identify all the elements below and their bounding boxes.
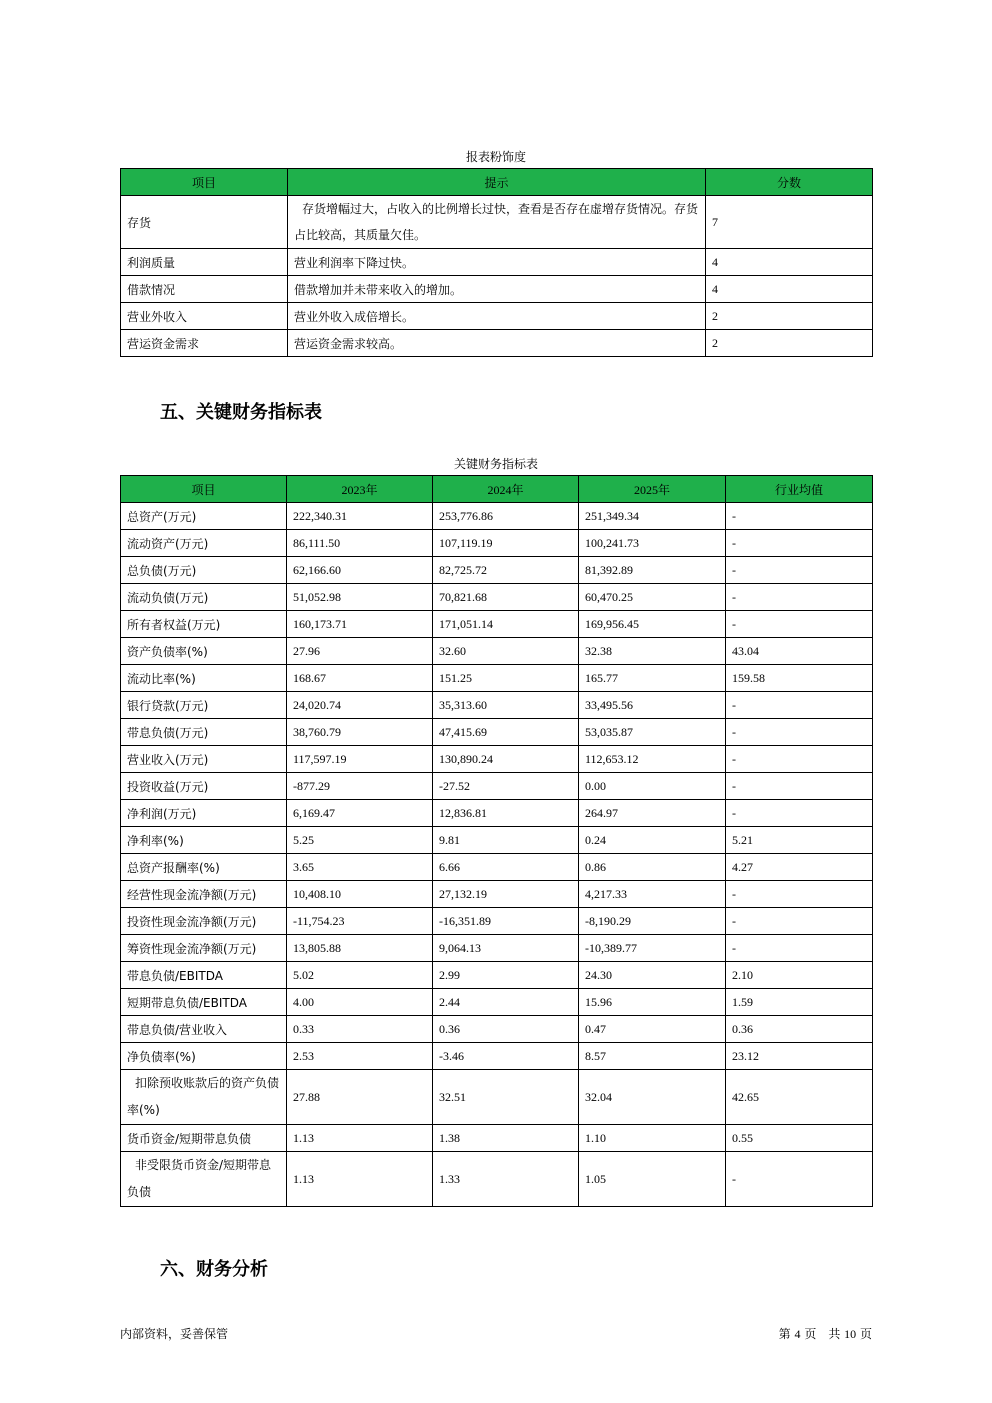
table-row	[121, 854, 873, 881]
row-value: 130,890.24	[433, 746, 579, 773]
row-item: 净负债率(%)	[121, 1043, 287, 1070]
row-value: 47,415.69	[433, 719, 579, 746]
row-value: 117,597.19	[287, 746, 433, 773]
table-row	[121, 692, 873, 719]
row-item: 投资性现金流净额(万元)	[121, 908, 287, 935]
row-hint: 营业外收入成倍增长。	[288, 303, 706, 330]
row-value: 43.04	[726, 638, 873, 665]
row-value: -8,190.29	[579, 908, 726, 935]
row-value: -877.29	[287, 773, 433, 800]
row-item: 投资收益(万元)	[121, 773, 287, 800]
row-value: 24.30	[579, 962, 726, 989]
header-2024: 2024年	[433, 476, 579, 503]
header-industry-avg: 行业均值	[726, 476, 873, 503]
row-value: 24,020.74	[287, 692, 433, 719]
key-financial-indicators-table	[120, 475, 873, 1207]
row-value: 0.00	[579, 773, 726, 800]
row-value: 32.60	[433, 638, 579, 665]
row-item: 总负债(万元)	[121, 557, 287, 584]
row-value: 15.96	[579, 989, 726, 1016]
row-value: -	[726, 800, 873, 827]
report-embellishment-table	[120, 168, 873, 357]
row-value: 42.65	[726, 1070, 873, 1125]
row-value: 253,776.86	[433, 503, 579, 530]
row-value: 2.10	[726, 962, 873, 989]
row-hint: 存货增幅过大，占收入的比例增长过快，查看是否存在虚增存货情况。存货占比较高，其质量欠佳。	[288, 196, 706, 249]
table-row	[121, 800, 873, 827]
row-item: 银行贷款(万元)	[121, 692, 287, 719]
table-row	[121, 196, 873, 249]
row-value: 13,805.88	[287, 935, 433, 962]
row-value: 168.67	[287, 665, 433, 692]
table-row	[121, 303, 873, 330]
row-hint: 借款增加并未带来收入的增加。	[288, 276, 706, 303]
row-item: 筹资性现金流净额(万元)	[121, 935, 287, 962]
section-5-title: 五、关键财务指标表	[160, 402, 322, 423]
row-value: -3.46	[433, 1043, 579, 1070]
row-value: -	[726, 692, 873, 719]
row-value: 100,241.73	[579, 530, 726, 557]
row-value: 4.27	[726, 854, 873, 881]
row-item: 净利润(万元)	[121, 800, 287, 827]
table-row	[121, 908, 873, 935]
table2-caption: 关键财务指标表	[453, 457, 538, 471]
header-item: 项目	[121, 476, 287, 503]
table-row	[121, 249, 873, 276]
table-row	[121, 1125, 873, 1152]
row-value: -	[726, 773, 873, 800]
row-value: 32.51	[433, 1070, 579, 1125]
row-value: 70,821.68	[433, 584, 579, 611]
row-value: 1.13	[287, 1152, 433, 1207]
row-value: 0.86	[579, 854, 726, 881]
row-value: 171,051.14	[433, 611, 579, 638]
table-row	[121, 530, 873, 557]
table-row	[121, 962, 873, 989]
row-value: 0.36	[726, 1016, 873, 1043]
row-value: 12,836.81	[433, 800, 579, 827]
row-hint: 营运资金需求较高。	[288, 330, 706, 357]
row-value: 1.59	[726, 989, 873, 1016]
row-item: 存货	[121, 196, 288, 249]
table-row	[121, 557, 873, 584]
row-item: 带息负债(万元)	[121, 719, 287, 746]
row-value: -	[726, 719, 873, 746]
table-row	[121, 827, 873, 854]
table-row	[121, 935, 873, 962]
table-row	[121, 276, 873, 303]
row-value: -16,351.89	[433, 908, 579, 935]
row-value: 159.58	[726, 665, 873, 692]
table-row	[121, 665, 873, 692]
row-score: 2	[706, 330, 873, 357]
table-row	[121, 719, 873, 746]
section-6-title: 六、财务分析	[160, 1259, 268, 1280]
row-value: 169,956.45	[579, 611, 726, 638]
table-row	[121, 1043, 873, 1070]
row-score: 7	[706, 196, 873, 249]
row-value: 5.21	[726, 827, 873, 854]
row-value: 0.24	[579, 827, 726, 854]
header-2023: 2023年	[287, 476, 433, 503]
row-item: 流动负债(万元)	[121, 584, 287, 611]
table-header-row	[121, 476, 873, 503]
row-value: 1.38	[433, 1125, 579, 1152]
row-value: 1.13	[287, 1125, 433, 1152]
row-item: 流动资产(万元)	[121, 530, 287, 557]
row-value: 112,653.12	[579, 746, 726, 773]
row-score: 4	[706, 249, 873, 276]
row-item: 总资产报酬率(%)	[121, 854, 287, 881]
table-row	[121, 638, 873, 665]
row-item: 净利率(%)	[121, 827, 287, 854]
row-value: -	[726, 503, 873, 530]
header-hint: 提示	[288, 169, 706, 196]
row-value: -	[726, 557, 873, 584]
row-value: 81,392.89	[579, 557, 726, 584]
row-item: 非受限货币资金/短期带息负债	[121, 1152, 287, 1207]
table-row	[121, 989, 873, 1016]
row-value: -27.52	[433, 773, 579, 800]
row-score: 4	[706, 276, 873, 303]
row-value: 82,725.72	[433, 557, 579, 584]
row-value: 5.25	[287, 827, 433, 854]
row-item: 营业收入(万元)	[121, 746, 287, 773]
row-item: 营运资金需求	[121, 330, 288, 357]
table1-caption: 报表粉饰度	[465, 150, 526, 164]
table-row	[121, 773, 873, 800]
row-value: -	[726, 584, 873, 611]
row-value: -	[726, 881, 873, 908]
row-value: 32.04	[579, 1070, 726, 1125]
table-row	[121, 330, 873, 357]
header-score: 分数	[706, 169, 873, 196]
row-value: 3.65	[287, 854, 433, 881]
page-total: 10	[844, 1327, 857, 1341]
row-value: 53,035.87	[579, 719, 726, 746]
page-mid: 页 共	[804, 1327, 841, 1341]
row-value: -10,389.77	[579, 935, 726, 962]
table-row	[121, 881, 873, 908]
row-value: -	[726, 935, 873, 962]
header-2025: 2025年	[579, 476, 726, 503]
row-value: 27.88	[287, 1070, 433, 1125]
row-item: 带息负债/营业收入	[121, 1016, 287, 1043]
row-value: 2.99	[433, 962, 579, 989]
row-value: 38,760.79	[287, 719, 433, 746]
row-value: 27.96	[287, 638, 433, 665]
row-value: 4,217.33	[579, 881, 726, 908]
row-value: 60,470.25	[579, 584, 726, 611]
row-item: 总资产(万元)	[121, 503, 287, 530]
row-value: 35,313.60	[433, 692, 579, 719]
row-value: 9.81	[433, 827, 579, 854]
table-row	[121, 1152, 873, 1207]
row-hint: 营业利润率下降过快。	[288, 249, 706, 276]
row-value: -	[726, 530, 873, 557]
row-value: 32.38	[579, 638, 726, 665]
row-value: -	[726, 908, 873, 935]
row-item: 借款情况	[121, 276, 288, 303]
page-suffix: 页	[859, 1327, 872, 1341]
row-item: 流动比率(%)	[121, 665, 287, 692]
row-item: 扣除预收账款后的资产负债率(%)	[121, 1070, 287, 1125]
row-value: 1.10	[579, 1125, 726, 1152]
page-indicator	[779, 1325, 872, 1342]
row-value: 160,173.71	[287, 611, 433, 638]
row-item: 所有者权益(万元)	[121, 611, 287, 638]
row-value: 27,132.19	[433, 881, 579, 908]
table-row	[121, 746, 873, 773]
row-value: -	[726, 746, 873, 773]
header-item: 项目	[121, 169, 288, 196]
row-value: 6,169.47	[287, 800, 433, 827]
table-row	[121, 503, 873, 530]
row-value: 4.00	[287, 989, 433, 1016]
row-value: 5.02	[287, 962, 433, 989]
row-value: -	[726, 1152, 873, 1207]
row-value: 86,111.50	[287, 530, 433, 557]
row-item: 带息负债/EBITDA	[121, 962, 287, 989]
table-row	[121, 611, 873, 638]
row-score: 2	[706, 303, 873, 330]
row-value: -	[726, 611, 873, 638]
row-value: 0.55	[726, 1125, 873, 1152]
row-value: 165.77	[579, 665, 726, 692]
row-value: 51,052.98	[287, 584, 433, 611]
row-item: 资产负债率(%)	[121, 638, 287, 665]
page-number: 4	[794, 1327, 801, 1341]
row-value: 264.97	[579, 800, 726, 827]
row-item: 短期带息负债/EBITDA	[121, 989, 287, 1016]
row-item: 货币资金/短期带息负债	[121, 1125, 287, 1152]
row-value: 251,349.34	[579, 503, 726, 530]
row-value: -11,754.23	[287, 908, 433, 935]
row-value: 2.44	[433, 989, 579, 1016]
table-row	[121, 1070, 873, 1125]
table-row	[121, 1016, 873, 1043]
row-value: 107,119.19	[433, 530, 579, 557]
table-row	[121, 584, 873, 611]
row-value: 1.33	[433, 1152, 579, 1207]
row-item: 经营性现金流净额(万元)	[121, 881, 287, 908]
row-value: 62,166.60	[287, 557, 433, 584]
footer-confidential: 内部资料，妥善保管	[120, 1327, 229, 1341]
row-value: 23.12	[726, 1043, 873, 1070]
row-item: 营业外收入	[121, 303, 288, 330]
page-prefix: 第	[778, 1327, 791, 1341]
row-value: 222,340.31	[287, 503, 433, 530]
row-value: 33,495.56	[579, 692, 726, 719]
row-value: 6.66	[433, 854, 579, 881]
row-value: 151.25	[433, 665, 579, 692]
row-value: 2.53	[287, 1043, 433, 1070]
row-item: 利润质量	[121, 249, 288, 276]
row-value: 0.47	[579, 1016, 726, 1043]
row-value: 0.36	[433, 1016, 579, 1043]
row-value: 10,408.10	[287, 881, 433, 908]
row-value: 9,064.13	[433, 935, 579, 962]
row-value: 1.05	[579, 1152, 726, 1207]
table-header-row	[121, 169, 873, 196]
row-value: 0.33	[287, 1016, 433, 1043]
row-value: 8.57	[579, 1043, 726, 1070]
